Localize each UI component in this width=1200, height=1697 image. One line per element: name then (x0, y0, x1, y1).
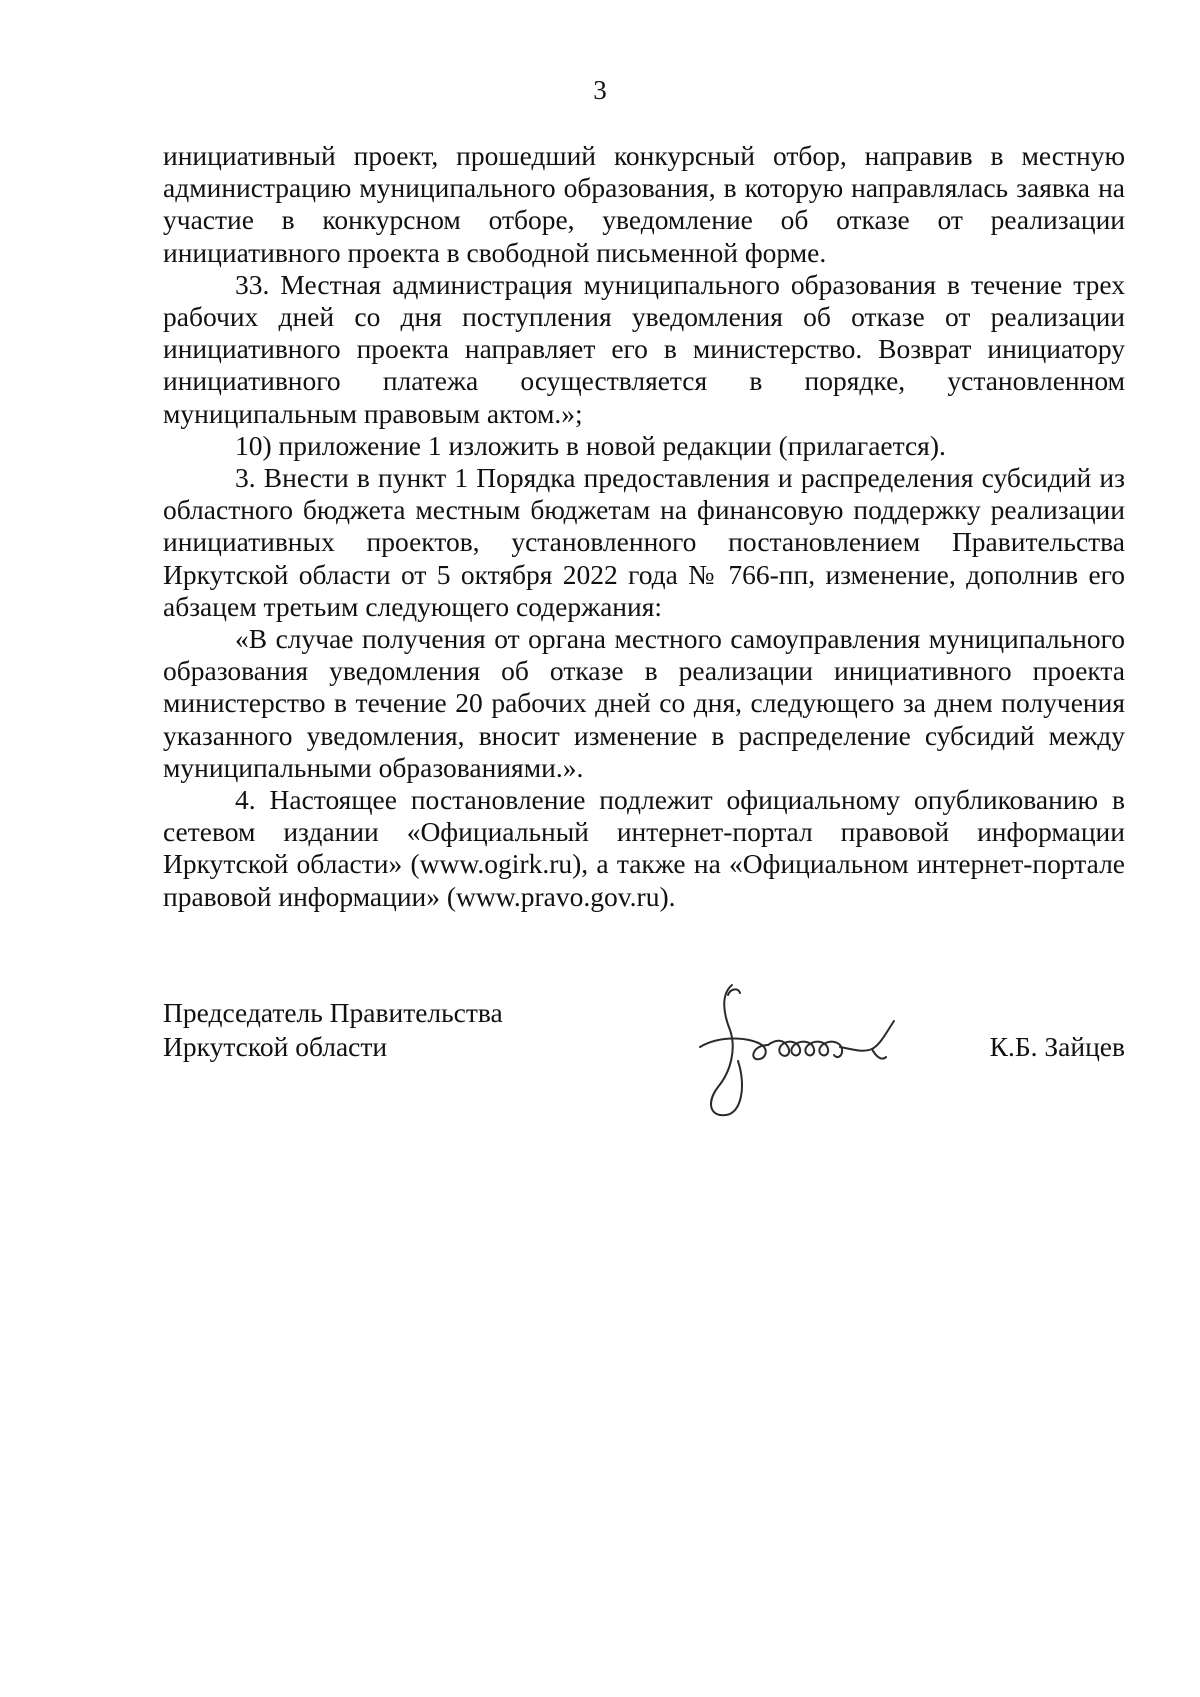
signer-position-line-1: Председатель Правительства (163, 997, 503, 1028)
paragraph-item-33: 33. Местная администрация муниципального образования в течение трех рабочих дней со дня поступления уведомления об отказе от реализации инициативного проекта направляет его в министерство. Возврат инициатору инициативного платежа осуществляется в порядке, установленном муниципальным правовым актом.»; (163, 268, 1125, 429)
paragraph-item-4: 4. Настоящее постановление подлежит официальному опубликованию в сетевом издании «Официальный интернет-портал правовой информации Иркутской области» (www.ogirk.ru), а также на «Официальном интернет-портале правовой информации» (www.pravo.gov.ru). (163, 784, 1125, 912)
paragraph-quoted-text: «В случае получения от органа местного самоуправления муниципального образования уведомления об отказе в реализации инициативного проекта министерство в течение 20 рабочих дней со дня, следующего за днем получения указанного уведомления, вносит изменение в распределение субсидий между муниципальными образованиями.». (163, 623, 1125, 783)
handwritten-signature (680, 975, 950, 1125)
signer-position-line-2: Иркутской области (163, 1031, 388, 1062)
document-body (163, 140, 1125, 913)
paragraph-item-3: 3. Внести в пункт 1 Порядка предоставления и распределения субсидий из областного бюджета местным бюджетам на финансовую поддержку реализации инициативных проектов, установленного постановлением Правительства Иркутской области от 5 октября 2022 года № 766-пп, изменение, дополнив его абзацем третьим следующего содержания: (163, 462, 1125, 622)
paragraph-continuation: инициативный проект, прошедший конкурсный отбор, направив в местную администрацию муниципального образования, в которую направлялась заявка на участие в конкурсном отборе, уведомление об отказе от реализации инициативного проекта в свободной письменной форме. (163, 140, 1125, 268)
signer-name: К.Б. Зайцев (989, 1031, 1125, 1062)
signer-position (163, 996, 503, 1064)
page-number: 3 (593, 75, 607, 105)
paragraph-item-10: 10) приложение 1 изложить в новой редакции (прилагается). (235, 429, 946, 461)
